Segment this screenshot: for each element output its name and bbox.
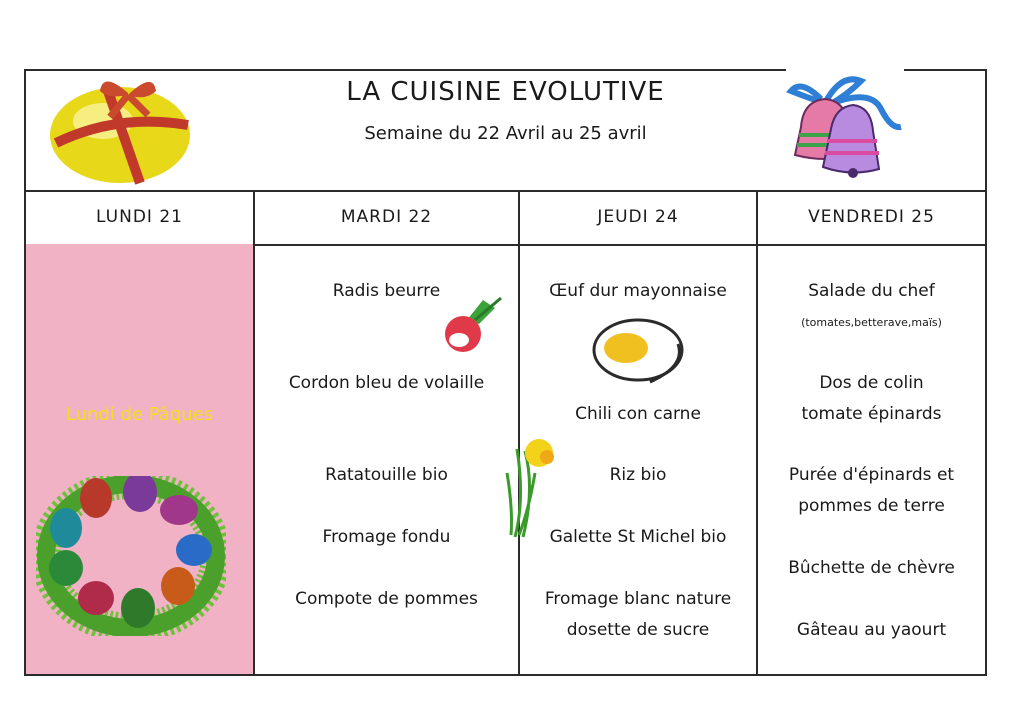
menu-item: Dos de colin <box>819 373 924 393</box>
column-lundi <box>26 244 253 674</box>
menu-item: Salade du chef <box>808 281 935 301</box>
menu-item: tomate épinards <box>801 404 942 424</box>
menu-item: Radis beurre <box>332 281 441 301</box>
menu-item: Fromage blanc nature <box>544 589 732 609</box>
menu-item: Fromage fondu <box>322 527 451 547</box>
menu-item: Cordon bleu de volaille <box>288 373 485 393</box>
page-subtitle: Semaine du 22 Avril au 25 avril <box>364 123 647 144</box>
day-header-vendredi: VENDREDI 25 <box>808 207 935 227</box>
menu-header <box>26 71 985 192</box>
holiday-label: Lundi de Pâques <box>65 404 214 425</box>
column-jeudi <box>520 244 756 674</box>
menu-item: Compote de pommes <box>295 589 478 609</box>
menu-item: Bûchette de chèvre <box>788 558 955 578</box>
menu-item: pommes de terre <box>798 496 945 516</box>
column-mardi <box>255 244 518 674</box>
menu-item: Gâteau au yaourt <box>796 620 947 640</box>
easter-bells-icon <box>781 69 911 187</box>
menu-item: dosette de sucre <box>566 620 710 640</box>
days-header-row <box>26 190 985 246</box>
egg-wreath-icon <box>36 476 226 636</box>
menu-item: Galette St Michel bio <box>549 527 727 547</box>
column-vendredi <box>758 244 985 674</box>
menu-item: Chili con carne <box>575 404 701 424</box>
boiled-egg-icon <box>590 316 688 388</box>
day-header-jeudi: JEUDI 24 <box>597 207 679 227</box>
menu-item: Purée d'épinards et <box>788 465 955 485</box>
radish-icon <box>439 294 509 356</box>
menu-item: Riz bio <box>609 465 667 485</box>
menu-item: Ratatouille bio <box>325 465 448 485</box>
page-title: LA CUISINE EVOLUTIVE <box>346 77 665 107</box>
menu-sheet <box>24 69 987 676</box>
day-header-lundi: LUNDI 21 <box>96 207 183 227</box>
menu-item: Œuf dur mayonnaise <box>549 281 727 301</box>
day-header-mardi: MARDI 22 <box>340 207 433 227</box>
menu-item-note: (tomates,betterave,maïs) <box>801 316 942 329</box>
